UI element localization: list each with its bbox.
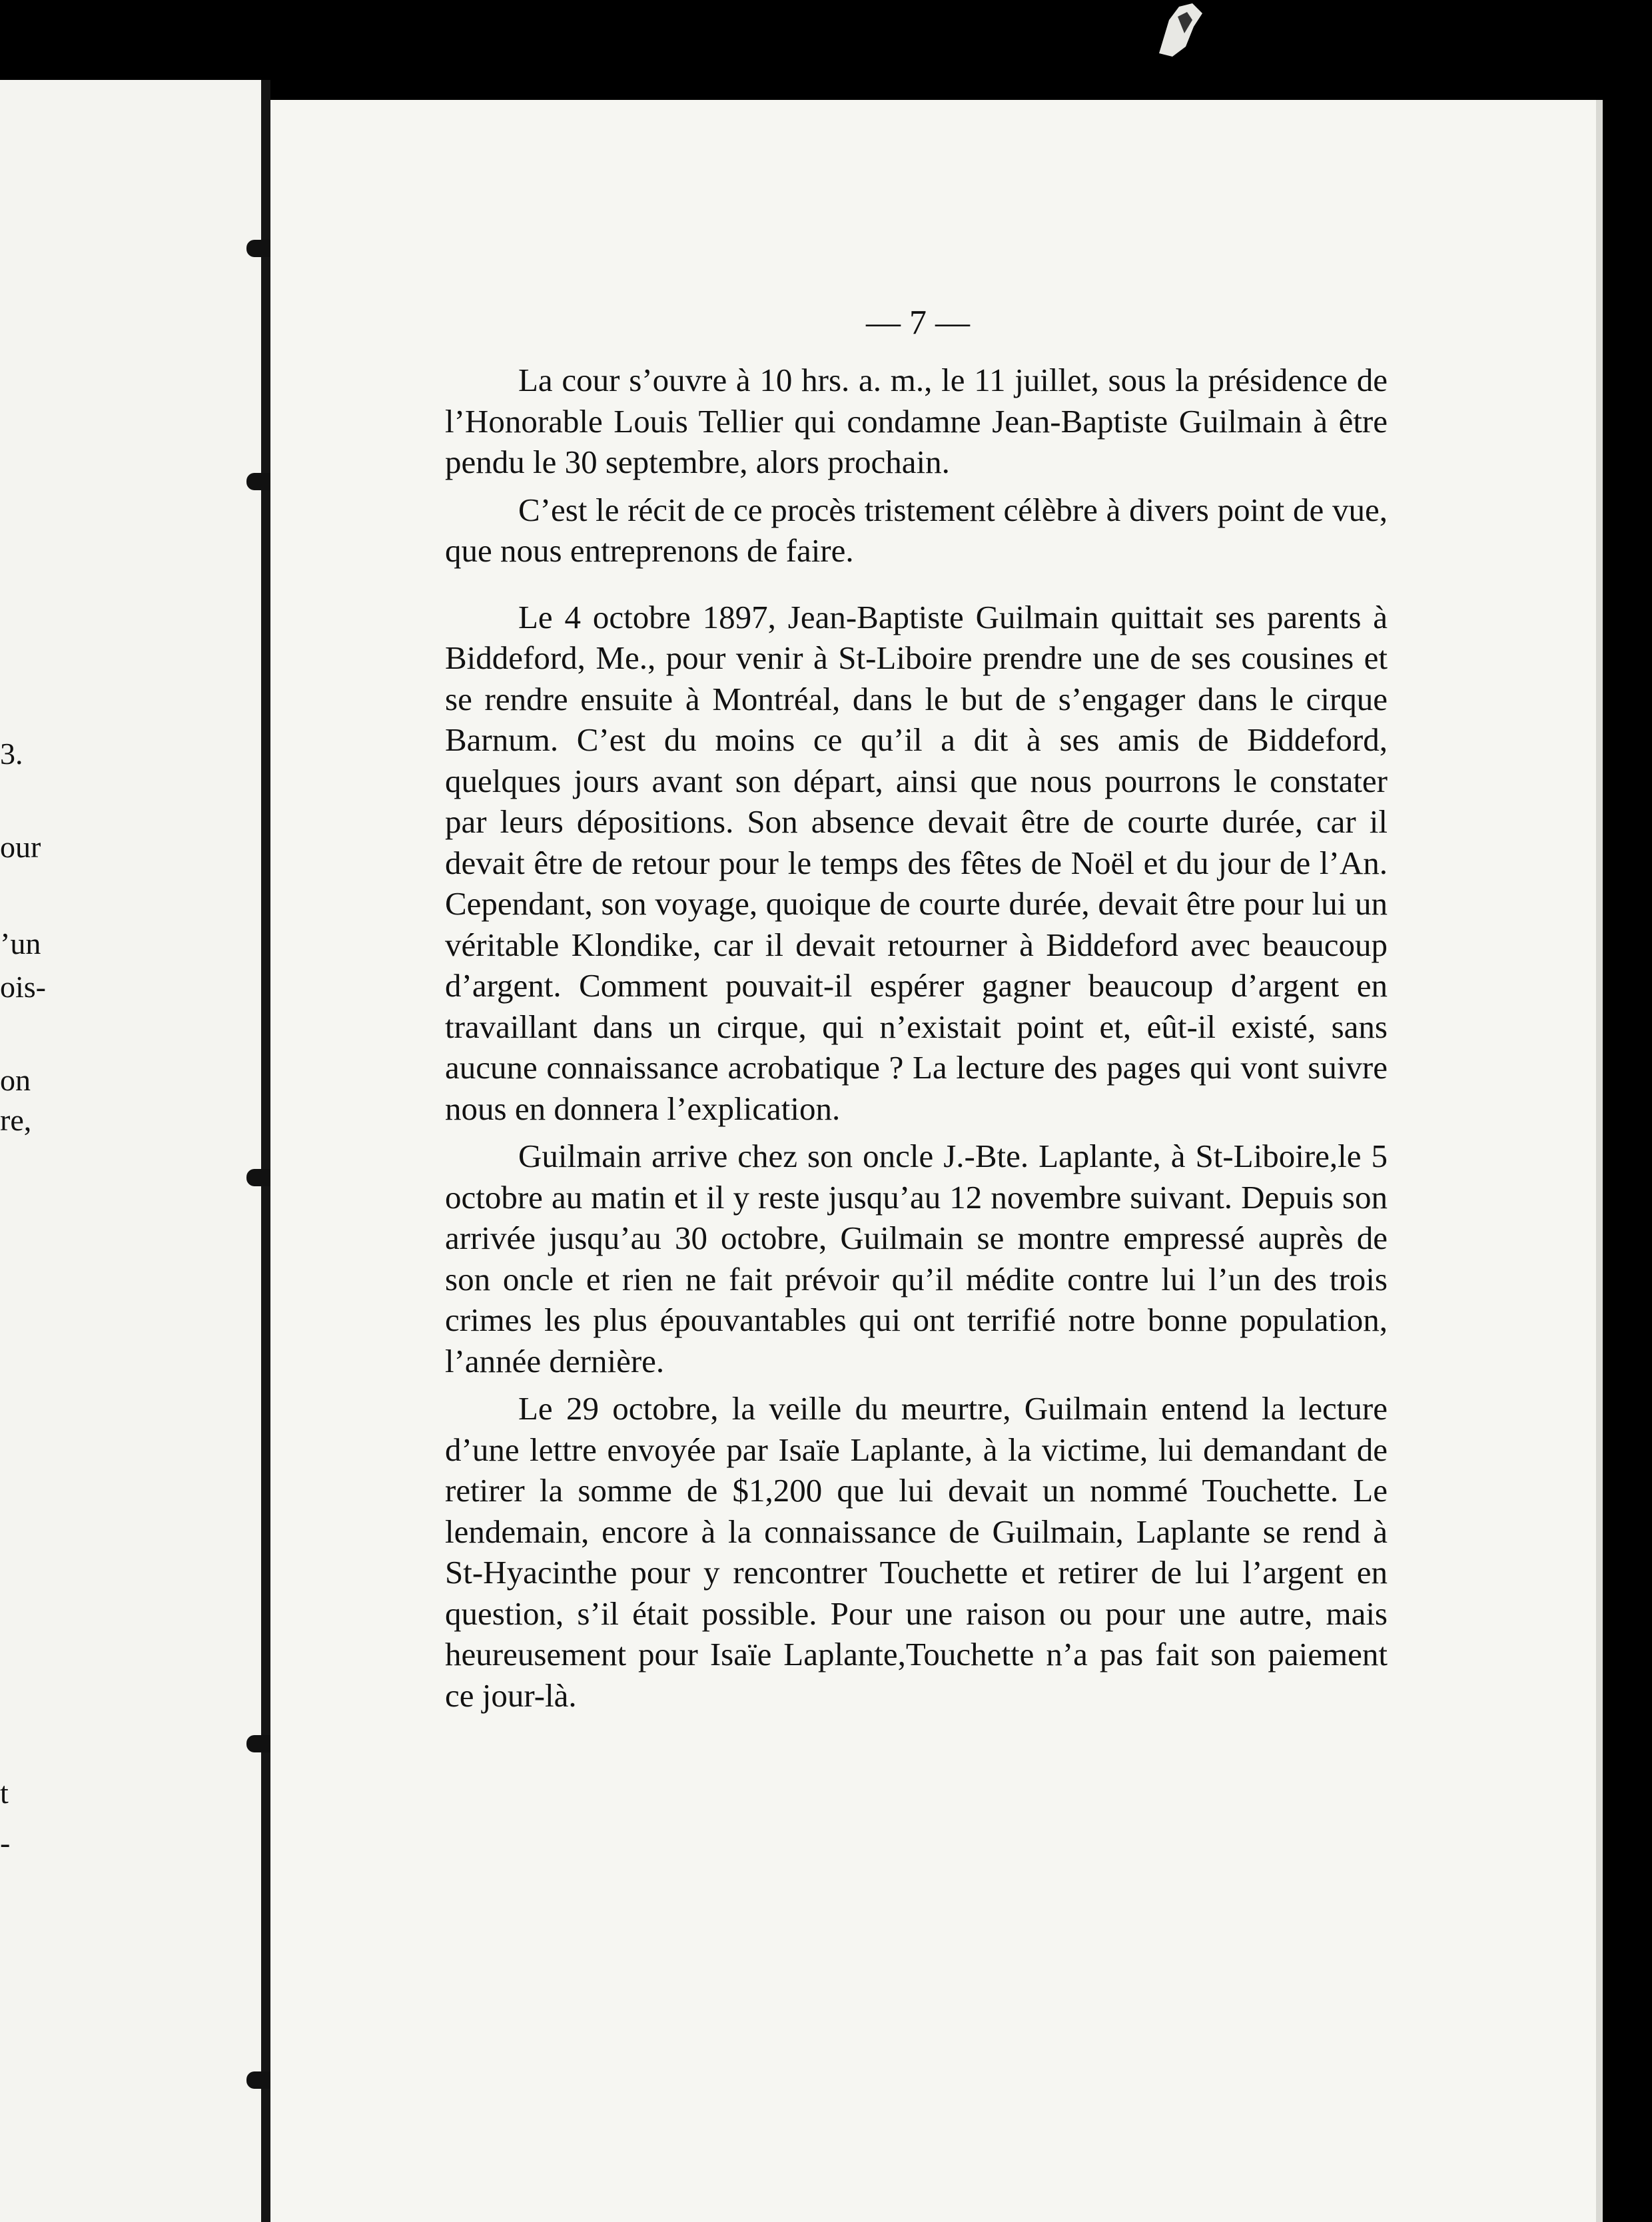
page-edge	[1596, 100, 1603, 2222]
body-text	[445, 360, 1388, 1722]
facing-page-fragment: ois-	[0, 970, 46, 1004]
facing-page-fragment: -	[0, 1826, 11, 1860]
facing-page-fragment: ’un	[0, 926, 41, 960]
facing-page-fragment: 3.	[0, 737, 23, 771]
facing-page-fragment: re,	[0, 1103, 32, 1137]
page-number: — 7 —	[866, 304, 970, 342]
paragraph: Le 29 octobre, la veille du meurtre, Guilmain entend la lecture d’une lettre envoyée par Isaïe Laplante, à la victime, lui demandant de retirer la somme de $1,200 que lui devait un nommé Touchette. Le lendemain, encore à la connaissance de Guilmain, Laplante se rend à St-Hyacinthe pour y rencontrer Touchette et retirer de lui l’argent en question, s’il était possible. Pour une raison ou pour une autre, mais heureusement pour Isaïe Laplante,Touchette n’a pas fait son paiement ce jour-là.	[445, 1390, 1388, 1714]
facing-page-fragment: our	[0, 830, 41, 864]
paragraph: Le 4 octobre 1897, Jean-Baptiste Guilmain quittait ses parents à Biddeford, Me., pour venir à St-Liboire prendre une de ses cousines et se rendre ensuite à Montréal, dans le but de s’engager dans le cirque Barnum. C’est du moins ce qu’il a dit à ses amis de Biddeford, quelques jours avant son départ, ainsi que nous pourrons le constater par leurs dépositions. Son absence devait être de courte durée, car il devait être de retour pour le temps des fêtes de Noël et du jour de l’An. Cependant, son voyage, quoique de courte durée, devait être pour lui un véritable Klondike, car il devait retourner à Biddeford avec beaucoup d’argent. Comment pouvait-il espérer gagner beaucoup d’argent en travaillant dans un cirque, qui n’existait point et, eût-il existé, sans aucune connaissance acrobatique ? La lecture des pages qui vont suivre nous en donnera l’explication.	[445, 598, 1388, 1127]
paragraph: Guilmain arrive chez son oncle J.-Bte. Laplante, à St-Liboire,le 5 octobre au matin et il y reste jusqu’au 12 novembre suivant. Depuis son arrivée jusqu’au 30 octobre, Guilmain se montre empressé auprès de son oncle et rien ne fait prévoir qu’il médite contre lui l’un des trois crimes les plus épouvantables qui ont terrifié notre bonne population, l’année dernière.	[445, 1138, 1388, 1379]
facing-page	[0, 80, 265, 2222]
book-binding	[261, 80, 270, 2222]
paragraph: C’est le récit de ce procès tristement célèbre à divers point de vue, que nous entreprenons de faire.	[445, 491, 1388, 569]
ink-blot-icon	[1146, 0, 1219, 60]
facing-page-fragment: on	[0, 1063, 31, 1097]
paragraph: La cour s’ouvre à 10 hrs. a. m., le 11 juillet, sous la présidence de l’Honorable Louis Tellier qui condamne Jean-Baptiste Guilmain à être pendu le 30 septembre, alors prochain.	[445, 362, 1388, 480]
facing-page-fragment: t	[0, 1776, 9, 1810]
